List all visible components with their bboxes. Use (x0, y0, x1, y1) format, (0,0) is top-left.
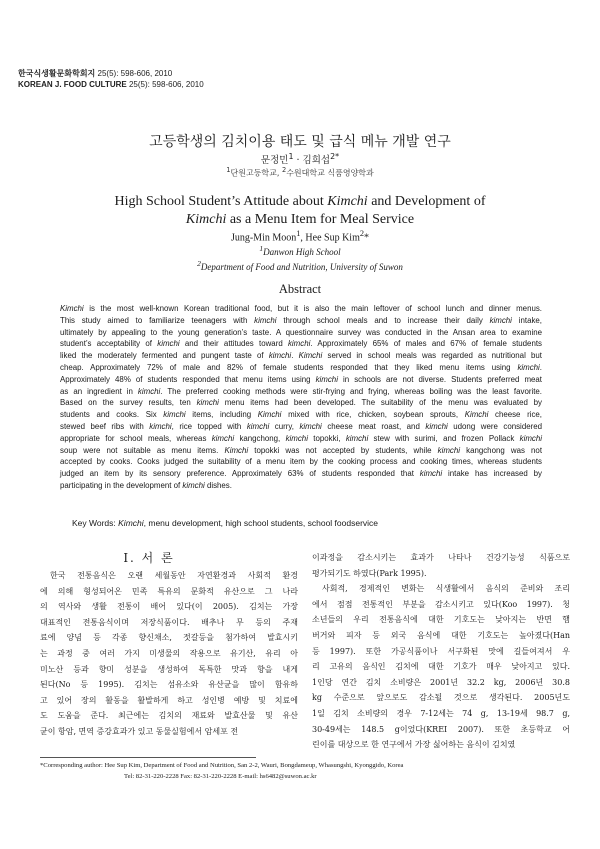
corresponding-mark: * (364, 232, 370, 244)
title-en-line-1 (0, 193, 600, 211)
body-text-line: 이과정을 감소시키는 효과가 나타나 건강기능성 식품으로 (312, 553, 570, 562)
affil-ko-1: 단원고등학교, (230, 168, 282, 178)
author-2-en-sup: 2 (359, 229, 365, 238)
affil-en-1: Danwon High School (263, 247, 341, 257)
author-1-en-sup: 1 (296, 229, 301, 238)
body-text-line: 소년들의 우리 전통음식에 대한 기호도는 낮아지는 반면 햄 (312, 615, 570, 625)
author-1-ko-sup: 1 (288, 152, 294, 161)
author-sep-en: , (300, 232, 306, 244)
footnote-line-2: Tel: 82-31-220-2228 Fax: 82-31-220-2228 E-mail: hs6482@suwon.ac.kr (124, 772, 317, 780)
abstract-line: ultimately by appealing to the young generation’s taste. A questionnaire survey was conducted in the Ansan area to examine (60, 327, 542, 337)
authors-korean (0, 152, 600, 166)
body-text-line: 고 있어 장의 활동을 활발하게 하고 성인병 예방 및 치료에 (40, 695, 298, 705)
affil-ko-sup-2: 2 (281, 166, 287, 174)
body-text-line: 의 역사와 생활 전통이 배어 있다(이 2005). 김치는 가장 (40, 602, 298, 612)
paper-title-korean: 고등학생의 김치이용 태도 및 급식 메뉴 개발 연구 (149, 134, 451, 150)
body-text-line: 리 고유의 음식인 김치에 대한 기호가 매우 낮아지고 있다. (312, 662, 570, 672)
body-text-line: 버거와 피자 등 외국 음식에 대한 기호도는 높아졌다(Han (312, 630, 570, 640)
abstract-line: participating in the development of kimchi dishes. (60, 480, 232, 490)
affiliations-korean (0, 166, 600, 179)
abstract-line: liked the moderately fermented and pungent taste of kimchi. Kimchi served in school meals was regarded as nutritional but (60, 351, 542, 361)
title-en-line-2 (0, 211, 600, 229)
abstract-line: soup were not suitable as menu items. Kimchi topokki was not accepted by students, while kimchi kangchong was not (60, 445, 543, 455)
body-text-line: 대표적인 전통음식이며 저장식품이다. 배추나 무 등의 주재 (40, 617, 298, 627)
body-text-line: 사회적, 경제적인 변화는 식생활에서 음식의 준비와 조리 (322, 584, 570, 594)
body-text-line: 한국 전통음식은 오랜 세월동안 자연환경과 사회적 환경 (50, 571, 298, 580)
paper-title-english (0, 193, 600, 229)
body-text-line: 린이를 대상으로 한 연구에서 가장 싫어하는 음식이 김치였 (312, 740, 516, 750)
abstract-line: Based on the survey results, ten kimchi menu items had been developed. The suitability of the menu was evaluated by (60, 398, 543, 408)
abstract-body (60, 303, 542, 492)
author-2-ko-sup: 2* (330, 152, 340, 161)
body-text-line: 1일 김치 소비량의 경우 7-12세는 74 g, 13-19세 98.7 g, (312, 708, 570, 718)
title-en-italic: Kimchi (185, 212, 227, 227)
body-column-right (312, 550, 570, 753)
author-2-en: Hee Sup Kim (305, 232, 360, 244)
affil-en-sup-1: 1 (259, 244, 264, 253)
journal-name-ko: 한국식생활문화학회지 (18, 69, 96, 78)
abstract-line: accepted by cooks. Cooks judged the suitability of a menu item by the cooking process and cooking times, whereas students (60, 457, 542, 467)
body-text-line: 에서 점점 전통적인 부분을 감소시키고 있다(Koo 1997). 청 (312, 599, 570, 609)
journal-header (18, 68, 204, 90)
body-text-line: 도 도움을 준다. 최근에는 김치의 재료와 발효산물 및 유산 (40, 711, 298, 721)
body-text-line: 30-49세는 148.5 g이었다(KREI 2007). 또한 초등학교 어 (312, 724, 570, 734)
keywords-label: Key Words: (72, 518, 119, 528)
keywords-rest: , menu development, high school students, school foodservice (143, 518, 379, 528)
abstract-line: as an ingredient in kimchi. The preferred cooking methods were stir-frying and frying, whereas boiling was the least favorite. (60, 386, 542, 396)
journal-info-ko: 25(5): 598-606, 2010 (97, 69, 173, 78)
body-text-line: 미노산 등과 향미 성분을 생성하여 독특한 맛과 향을 내게 (40, 664, 298, 674)
body-text-line: 균이 항암, 면역 증강효과가 있고 동물실험에서 암세포 전 (40, 726, 239, 736)
abstract-line: Kimchi is the most well-known Korean traditional food, but it is also the main leftover of school lunch and dinner menus. (60, 304, 542, 313)
affil-en-2: Department of Food and Nutrition, University of Suwon (200, 262, 403, 272)
title-en-part: as a Menu Item for Meal Service (226, 212, 415, 227)
title-en-part: and Development of (367, 194, 486, 209)
abstract-line: students and cooks. Six kimchi items, including Kimchi mixed with rice, chicken, soybean sprouts, Kimchi cheese rice, (60, 410, 542, 420)
author-1-ko: 문정민 (260, 155, 289, 167)
section-heading-introduction: Ⅰ. 서 론 (123, 551, 175, 565)
abstract-line: appropriate for school meals, whereas kimchi kangchong, kimchi topokki, kimchi stew with surimi, and frozen Pollack kimchi (60, 433, 543, 443)
keywords (72, 518, 378, 528)
journal-line-ko (18, 68, 204, 79)
journal-info-en: 25(5): 598-606, 2010 (128, 80, 204, 89)
footnote (40, 761, 403, 782)
authors-english (0, 229, 600, 243)
abstract-line: stewed beef ribs with kimchi, rice topped with kimchi curry, kimchi cheese meat roast, and kimchi udong were considered (60, 421, 542, 431)
body-column-left (40, 568, 298, 740)
affil-ko-sup-1: 1 (226, 166, 231, 174)
abstract-heading: Abstract (278, 282, 322, 296)
affiliations-english (0, 243, 600, 273)
body-text-line: 1인당 연간 김치 소비량은 2001년 32.2 kg, 2006년 30.8 (312, 677, 570, 687)
journal-name-en: KOREAN J. FOOD CULTURE (18, 80, 127, 89)
abstract-line: This study aimed to familiarize teenagers with kimchi through school meals and to increase their daily kimchi intake, (60, 315, 542, 325)
footnote-line-1: *Corresponding author: Hee Sup Kim, Department of Food and Nutrition, San 2-2, Wauri, Bongdameup, Whasungshi, Kyonggido, Korea (40, 762, 404, 769)
body-text-line: 에 의해 형성되어온 민족 특유의 문화적 유산으로 그 나라 (40, 586, 298, 596)
abstract-line: cheap. Approximately 72% of male and 82% of female students responded that they liked menu items using kimchi. (60, 362, 542, 372)
body-text-line: kg 수준으로 앞으로도 감소될 것으로 생각된다. 2005년도 (312, 693, 570, 703)
footnote-rule (40, 757, 256, 758)
body-text-line: 는 과정 중 여러 가지 미생물의 작용으로 유기산, 유리 아 (40, 648, 298, 658)
affil-ko-2: 수원대학교 식품영양학과 (286, 168, 374, 178)
keyword-kimchi: Kimchi (118, 518, 144, 528)
author-1-en: Jung-Min Moon (230, 232, 297, 244)
abstract-line: student’s acceptability of kimchi and their attitudes toward kimchi. Approximately 65% of males and 67% of female students (60, 339, 542, 349)
affil-en-line-2 (0, 258, 600, 273)
author-2-ko: 김희섭 (302, 155, 331, 167)
title-en-italic: Kimchi (327, 194, 368, 209)
body-text-line: 평가되기도 하였다(Park 1995). (312, 568, 427, 578)
affil-en-sup-2: 2 (197, 259, 201, 268)
journal-line-en (18, 79, 204, 90)
abstract-line: Approximately 48% of students responded that menu items using kimchi in schools are not diverse. Students preferred meat (60, 374, 542, 384)
body-text-line: 료에 양념 등 각종 향신채소, 젓갈등을 첨가하여 발효시키 (40, 633, 298, 643)
body-text-line: 된다(No 등 1995). 김치는 섬유소와 유산균을 많이 함유하 (40, 680, 298, 690)
title-en-part: High School Student’s Attitude about (114, 194, 328, 209)
body-text-line: 등 1997). 또한 가공식품이나 서구화된 맛에 길들여져서 우 (312, 646, 570, 656)
affil-en-line-1 (0, 243, 600, 258)
abstract-line: judged an item by its sensory preference. Approximately 63% of students responded that kimchi intake has increased by (60, 469, 542, 479)
author-sep-ko: · (293, 155, 303, 167)
